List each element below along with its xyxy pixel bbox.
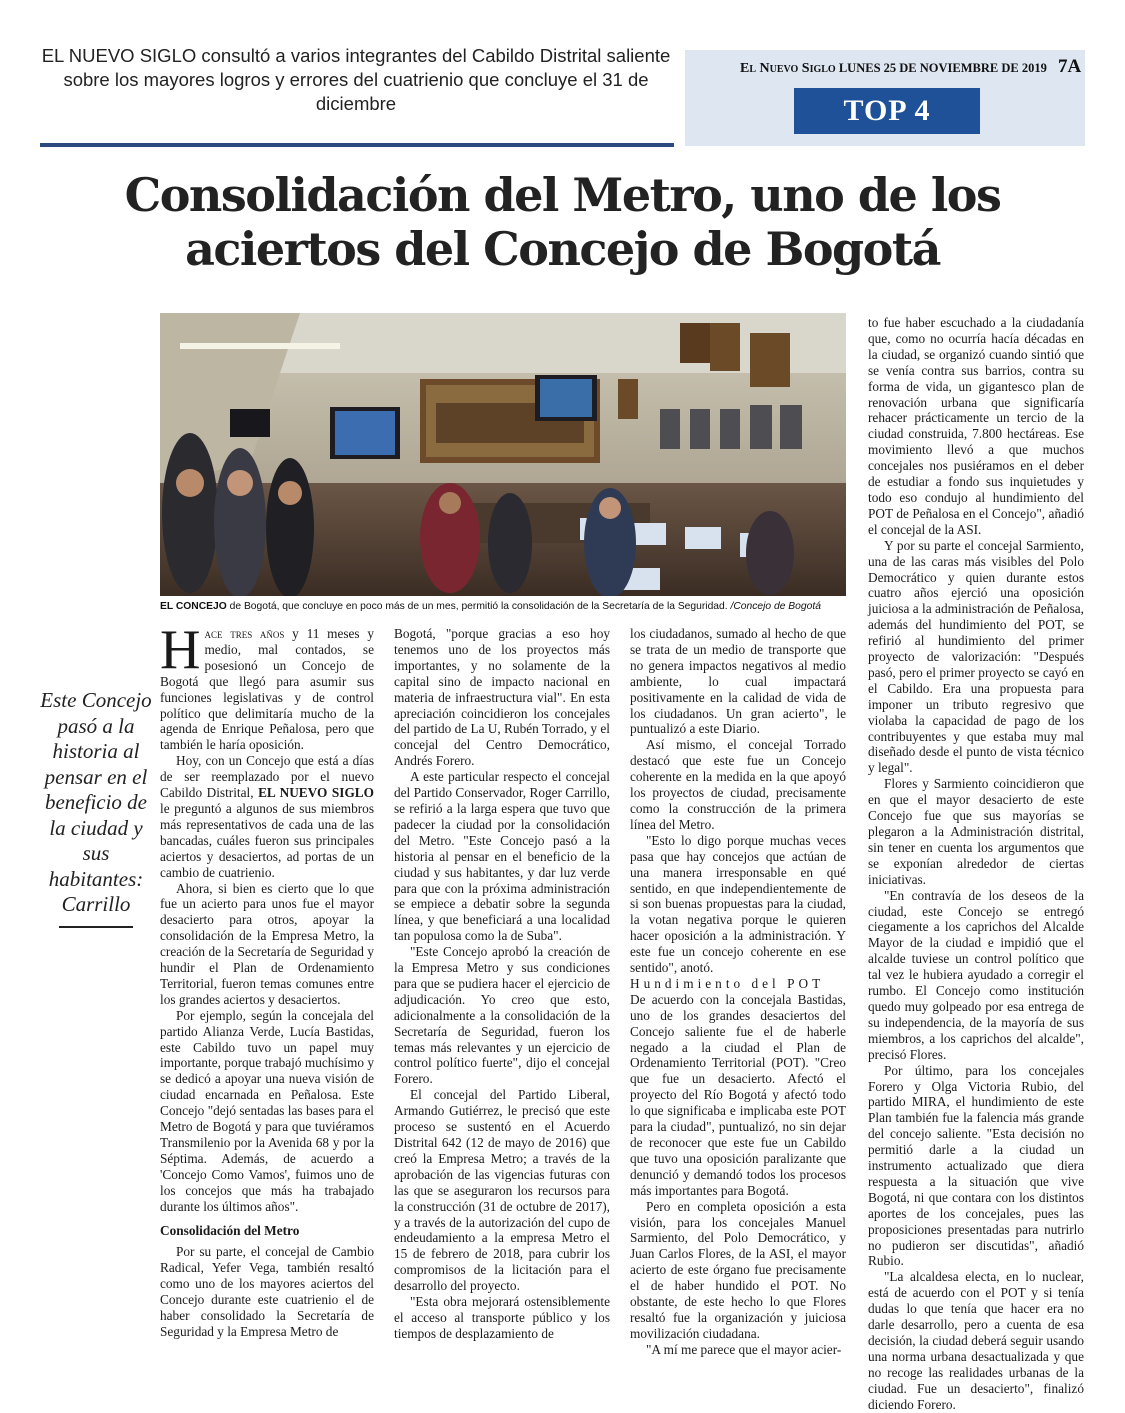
paragraph: "Este Concejo aprobó la creación de la Empresa Metro y sus condiciones para que se pudiera hacer el ejercicio de adjudicación. Yo creo que esto, adicionalmente a la consolidación de la Secretaría de Seguridad, fueron los temas más relevantes y un ejercicio de control político fuerte", dijo el concejal Forero. — [394, 944, 610, 1087]
photo-credit: /Concejo de Bogotá — [727, 601, 821, 612]
article-column-3 — [630, 626, 846, 1358]
lead-paragraph — [160, 619, 374, 753]
kicker-rule — [40, 143, 674, 147]
subhead-pot: Hundimiento del POT — [630, 975, 825, 991]
paragraph: los ciudadanos, sumado al hecho de que se trata de un medio de transporte que no genera impactos negativos al medio ambiente, lo cual impactará positivamente en la calidad de vida de los ciudadanos. Un gran acierto", le puntualizó a este Diario. — [630, 626, 846, 737]
masthead-line — [740, 56, 1081, 78]
photo-caption — [160, 600, 860, 613]
kicker: EL NUEVO SIGLO consultó a varios integrantes del Cabildo Distrital saliente sobre los mayores logros y errores del cuatrienio que concluye el 31 de diciembre — [41, 45, 671, 114]
paragraph: to fue haber escuchado a la ciudadanía que, como no ocurría hacía décadas en la ciudad, se organizó cuando sintió que se venía contra sus barrios, contra su forma de vida, un gigantesco plan de renovación urbana que significaría rehacer prácticamente un tercio de la ciudad construida, 7.800 hectáreas. Ese movimiento llevó a que muchos concejales nos pusiéramos en el deber de estudiar a fondo sus inquietudes y todo eso condujo al hundimiento del POT de Peñalosa en el Concejo", añadió el concejal de la ASI. — [868, 315, 1084, 537]
paragraph: A este particular respecto el concejal del Partido Conservador, Roger Carrillo, se refirió a la larga espera que tuvo que padecer la ciudad por la consolidación del Metro. "Este Concejo pasó a la historia al pensar en el beneficio de la ciudad y sus habitantes, y dar luz verde para que con la próxima administración se empiece a debatir sobre la segunda línea, y que beneficiará a una localidad tan populosa como la de Suba". — [394, 769, 610, 944]
paragraph: De acuerdo con la concejala Bastidas, uno de los grandes desaciertos del Concejo saliente fue el de haberle negado a la ciudad el Plan de Ordenamiento Territorial (POT). "Creo que fue un desacierto. Afectó el proyecto del Río Bogotá y afectó todo lo que significaba e implicaba este POT para la ciudad", puntualizó, no sin dejar de reconocer que este fue un Cabildo que tuvo una oposición paralizante que denunció y demandó todos los procesos más importantes para Bogotá. — [630, 991, 846, 1198]
caption-text: de Bogotá, que concluye en poco más de un mes, permitió la consolidación de la Secretaría de la Seguridad. — [226, 601, 728, 612]
pullquote-rule — [59, 926, 133, 928]
paragraph: Ahora, si bien es cierto que lo que fue un acierto para unos fue el mayor desacierto para otros, apoyar la consolidación de la Empresa Metro, la creación de la Secretaría de Seguridad y hundir el Plan de Ordenamiento Territorial, fueron temas comunes entre los grandes aciertos y desaciertos. — [160, 880, 374, 1007]
lead-text: y 11 meses y medio, mal contados, se posesionó un Concejo de Bogotá que llegó para asumir sus funciones legislativas y de control político que delimitaría mucho de la agenda de Enrique Peñalosa, pero que también le haría oposición. — [160, 626, 374, 753]
paragraph: Por último, para los concejales Forero y Olga Victoria Rubio, del partido MIRA, el hundimiento de este Plan también fue la falencia más grande del concejo saliente. "Esta decisión no permitió darle a la ciudad un instrumento actualizado que diera respuesta a la situación que vive Bogotá, ni que contara con los distintos aportes de los concejales, pues las proposiciones presentadas para nutrirlo no pudieron ser discutidas", añadió Rubio. — [868, 1062, 1084, 1269]
paragraph: "Esta obra mejorará ostensiblemente el acceso al transporte público y los tiempos de desplazamiento de — [394, 1294, 610, 1341]
paragraph: "En contravía de los deseos de la ciudad, este Concejo se entregó ciegamente a los caprichos del Alcalde Mayor de la ciudad e impidió que el alcalde tuviese un control político que tal vez le hubiera ayudado a corregir el rumbo. El Concejo como institución quedo muy golpeado por esa entrega de su independencia, de la mayoría de sus miembros, a los caprichos del alcalde", precisó Flores. — [868, 887, 1084, 1062]
paragraph: "Esto lo digo porque muchas veces pasa que hay concejos que actúan de una manera irresponsable en qué sentido, en que independientemente de si son buenas propuestas para la ciudad, la votan negativa porque le quieren hacer oposición a la administración. Y este fue un concejo coherente en ese sentido", anotó. — [630, 832, 846, 976]
section-badge: TOP 4 — [794, 88, 980, 134]
paper-name: El Nuevo Siglo — [740, 61, 836, 76]
paragraph-text: le preguntó a algunos de sus miembros más representativos de cada una de las bancadas, cuáles fueron sus principales aciertos y desaciertos, ad portas de un cambio de cuatrienio. — [160, 800, 374, 880]
drop-cap: H — [160, 619, 201, 681]
paragraph: Así mismo, el concejal Torrado destacó que este fue un Concejo coherente en la medida en la que apoyó los proyectos de ciudad, precisamente como la construcción de la primera línea del Metro. — [630, 737, 846, 832]
paragraph: Por su parte, el concejal de Cambio Radical, Yefer Vega, también resaltó como uno de los mayores aciertos del Concejo durante este cuatrienio el de haber consolidado la Secretaría de Seguridad y la Empresa Metro de — [160, 1244, 374, 1339]
council-chamber-photo — [160, 313, 846, 596]
pullquote — [40, 688, 152, 928]
article-column-1 — [160, 619, 374, 1340]
paragraph: Y por su parte el concejal Sarmiento, una de las caras más visibles del Polo Democrático y quien durante estos cuatro años ejerció una oposición juiciosa a la administración de Peñalosa, además del hundimiento del POT, se refirió al hundimiento del primer proyecto de valorización: "Después pasó, pero el primer proyecto se cayó en el Cabildo. Era una propuesta para imponer un tributo regresivo que violaba la capacidad de pago de los contribuyentes y que estaba muy mal diseñado desde el punto de vista técnico y legal". — [868, 537, 1084, 776]
subhead-metro: Consolidación del Metro — [160, 1222, 300, 1238]
photo-illustration — [160, 313, 846, 596]
pullquote-text: Este Concejo pasó a la historia al pensar en el beneficio de la ciudad y sus habitantes: Carrillo — [40, 688, 152, 916]
page-number: 7A — [1057, 56, 1082, 77]
article-column-2 — [394, 626, 610, 1342]
headline: Consolidación del Metro, uno de los aciertos del Concejo de Bogotá — [124, 168, 1001, 276]
paper-mention: EL NUEVO SIGLO — [258, 785, 374, 801]
paragraph: El concejal del Partido Liberal, Armando Gutiérrez, le precisó que este proceso se sustentó en el Acuerdo Distrital 642 (12 de mayo de 2016) que creó la Empresa Metro; a través de la aprobación de las vigencias futuras con las que se aseguraron los recursos para la construcción (31 de octubre de 2017), y a través de la autorización del cupo de endeudamiento a la empresa Metro el 15 de febrero de 2018, para cubrir los compromisos de la licitación para el desarrollo del proyecto. — [394, 1087, 610, 1294]
paragraph: Por ejemplo, según la concejala del partido Alianza Verde, Lucía Bastidas, este Cabildo tuvo un papel muy importante, porque trabajó muchísimo y se dedicó a apoyar una nueva visión de ciudad encarnada en Peñalosa. Este Concejo "dejó sentadas las bases para el Metro de Bogotá y para que tuviéramos Transmilenio por la Avenida 68 y por la Séptima. Además, de acuerdo a 'Concejo Como Vamos', fuimos uno de los concejos que más ha trabajado durante los últimos años". — [160, 1007, 374, 1214]
paragraph: Bogotá, "porque gracias a eso hoy tenemos uno de los proyectos más importantes, y no solamente de la capital sino de impacto nacional en materia de infraestructura vial". En esta apreciación coincidieron los concejales del partido de La U, Rubén Torrado, y el concejal del Centro Democrático, Andrés Forero. — [394, 626, 610, 769]
lead-caps: ace tres años — [204, 626, 285, 641]
paragraph: "La alcaldesa electa, en lo nuclear, está de acuerdo con el POT y si tenía dudas lo que tenía que hacer era no darle desarrollo, pero a cuenta de esa decisión, la ciudad deberá seguir usando una norma urbana desactualizada y que no recoge las realidades urbanas de la ciudad. Fue un desacierto", finalizó diciendo Forero. — [868, 1269, 1084, 1412]
article-column-4 — [868, 315, 1084, 1413]
paragraph — [160, 753, 374, 880]
caption-lead: EL CONCEJO — [160, 601, 227, 612]
paragraph: Pero en completa oposición a esta visión, para los concejales Manuel Sarmiento, del Polo Democrático, y Juan Carlos Flores, de la ASI, el mayor acierto de este órgano fue precisamente el de haber hundido el POT. No obstante, de este hecho lo que Flores resaltó fue la organización y juiciosa movilización ciudadana. — [630, 1198, 846, 1341]
paragraph: "A mí me parece que el mayor acier- — [646, 1341, 842, 1357]
masthead — [685, 50, 1085, 146]
paragraph: Flores y Sarmiento coincidieron que en que el mayor desacierto de este Concejo fue que sus mayorías se plegaron a la Administración distrital, sin tener en cuenta los argumentos que se exponían alrededor de ciertas iniciativas. — [868, 776, 1084, 887]
paragraph-text: Hoy, con un Concejo que está a días de ser reemplazado por el nuevo Cabildo Distrital, — [160, 753, 374, 801]
issue-date: LUNES 25 DE NOVIEMBRE DE 2019 — [838, 61, 1047, 75]
